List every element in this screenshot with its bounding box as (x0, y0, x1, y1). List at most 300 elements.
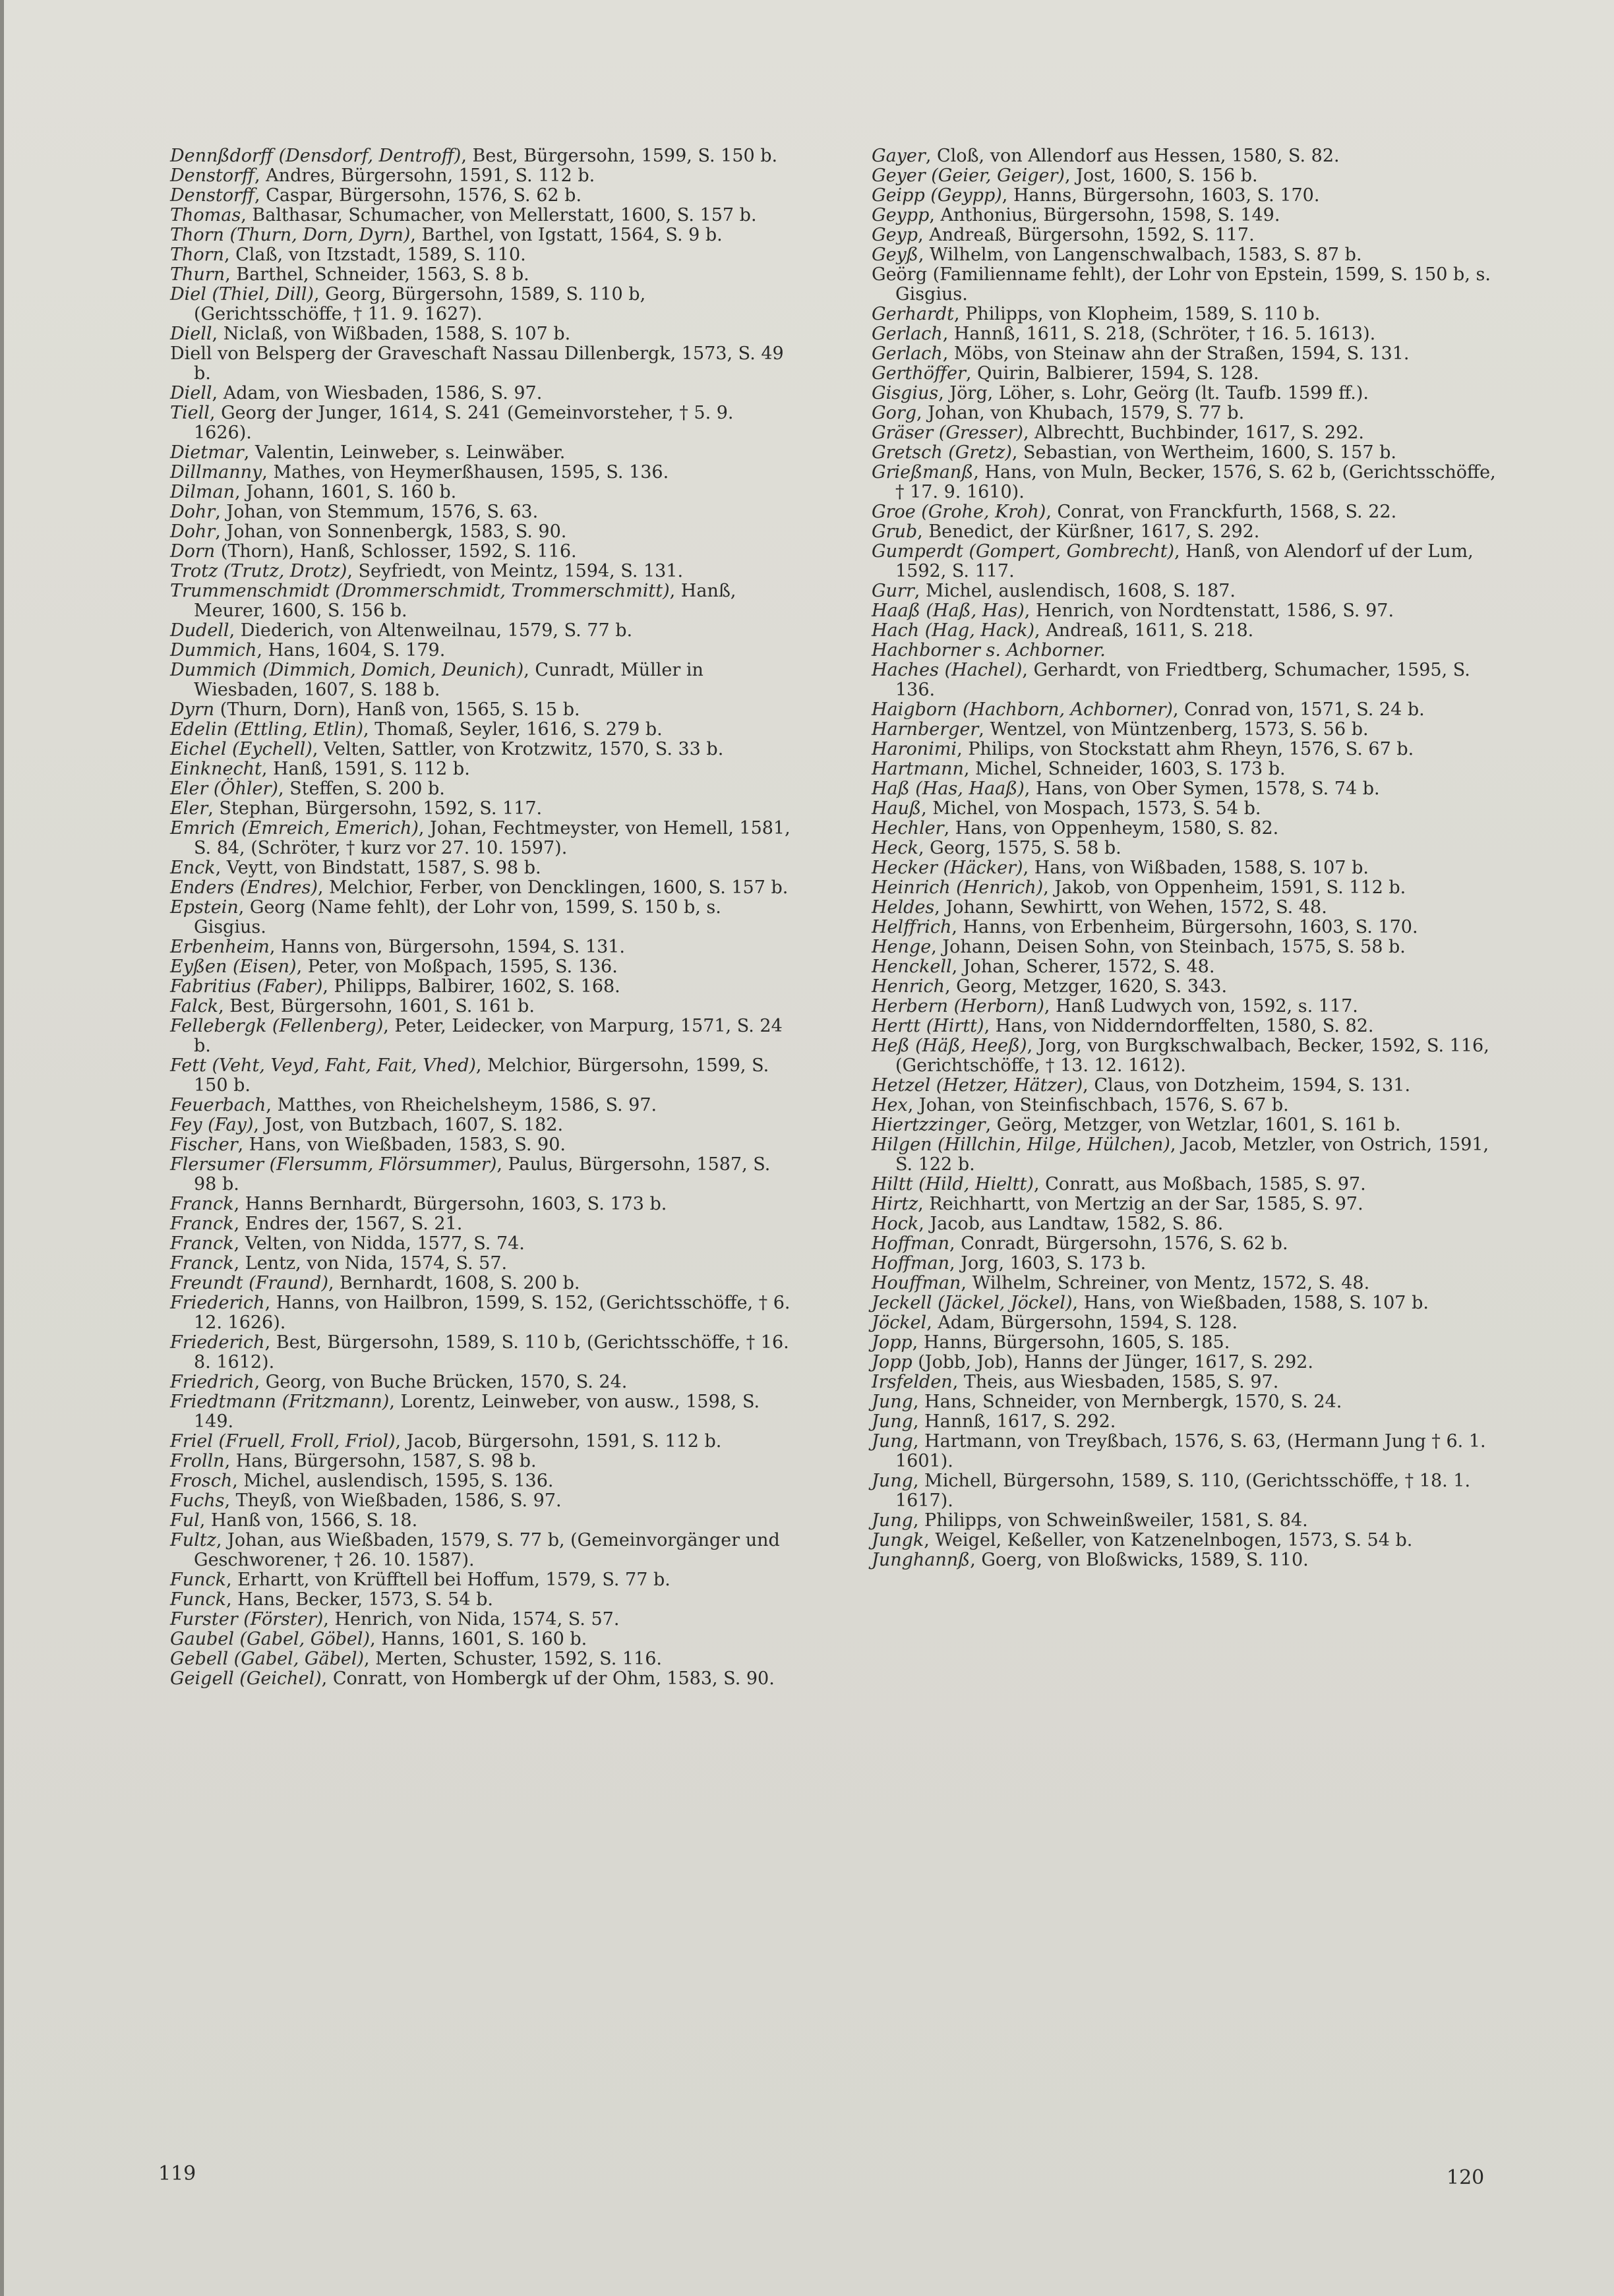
register-entry (170, 1630, 796, 1649)
entry-details: , Hanns, 1601, S. 160 b. (370, 1629, 587, 1649)
entry-details: , Hans, von Ober Symen, 1578, S. 74 b. (1024, 779, 1380, 799)
entry-details: , Conrat, von Franckfurth, 1568, S. 22. (1046, 502, 1397, 522)
register-entry (170, 759, 796, 779)
entry-surname: Haß (Has, Haaß) (872, 779, 1025, 799)
register-entry (170, 1056, 796, 1096)
register-entry (872, 621, 1498, 641)
entry-surname: Gumperdt (Gompert, Gombrecht) (872, 541, 1175, 562)
entry-details: , Jorg, von Burgkschwalbach, Becker, 1592, S. 116, (Gerichtschöffe, † 13. 12. 1612). (895, 1036, 1489, 1076)
entry-details: , Thomaß, Seyler, 1616, S. 279 b. (363, 719, 663, 740)
entry-surname: Groe (Grohe, Kroh) (872, 502, 1046, 522)
entry-details: , Andres, Bürgersohn, 1591, S. 112 b. (254, 165, 595, 186)
entry-surname: Hachborner s. Achborner. (872, 640, 1106, 661)
entry-surname: Gurr (872, 581, 914, 601)
register-entry (872, 1432, 1498, 1471)
entry-details: , Möbs, von Steinaw ahn der Straßen, 1594, S. 131. (942, 343, 1410, 364)
entry-surname: Franck (170, 1253, 234, 1274)
entry-surname: Geyer (Geier, Geiger) (872, 165, 1065, 186)
register-entry (170, 1669, 796, 1689)
entry-details: , Hans, Becker, 1573, S. 54 b. (226, 1589, 493, 1610)
entry-details: , Michel, auslendisch, 1595, S. 136. (232, 1471, 554, 1491)
entry-details: , Henrich, von Nida, 1574, S. 57. (323, 1609, 620, 1630)
entry-details: , Georg, Metzger, 1620, S. 343. (944, 976, 1228, 997)
entry-details: , Andreaß, 1611, S. 218. (1034, 620, 1254, 641)
register-entry (170, 1135, 796, 1155)
entry-surname: Hartmann (872, 759, 964, 779)
entry-surname: Hilgen (Hillchin, Hilge, Hülchen) (872, 1134, 1170, 1155)
entry-surname: Hiltt (Hild, Hieltt) (872, 1174, 1034, 1194)
register-entry (872, 186, 1498, 206)
register-entry (170, 384, 796, 403)
entry-details: , Adam, Bürgersohn, 1594, S. 128. (926, 1312, 1238, 1333)
entry-details: , Velten, von Nidda, 1577, S. 74. (233, 1233, 525, 1254)
register-entry (170, 1452, 796, 1471)
entry-details: , Hanß, Meurer, 1600, S. 156 b. (194, 581, 736, 621)
entry-surname: Geigell (Geichel) (170, 1668, 322, 1689)
entry-details: , Johann, Deisen Sohn, von Steinbach, 1575, S. 58 b. (931, 937, 1406, 957)
entry-surname: Harnberger (872, 719, 979, 740)
entry-surname: Henckell (872, 957, 952, 977)
register-entry (170, 1155, 796, 1194)
register-entry (872, 977, 1498, 997)
entry-details: , Hans, von Muln, Becker, 1576, S. 62 b, (Gerichtsschöffe, † 17. 9. 1610). (895, 462, 1496, 502)
register-entry (170, 1432, 796, 1452)
register-entry (872, 166, 1498, 186)
entry-surname: Emrich (Emreich, Emerich) (170, 818, 419, 839)
register-entry (872, 1076, 1498, 1096)
entry-surname: Flersumer (Flersumm, Flörsummer) (170, 1154, 497, 1175)
register-entry (170, 522, 796, 542)
entry-surname: Falck (170, 996, 219, 1016)
entry-surname: Irsfelden (872, 1372, 953, 1392)
register-entry (872, 1412, 1498, 1432)
entry-details: , Benedict, der Kürßner, 1617, S. 292. (917, 521, 1260, 542)
entry-surname: Erbenheim (170, 937, 270, 957)
entry-surname: Heldes (872, 897, 935, 918)
entry-details: , Hans, 1604, S. 179. (256, 640, 446, 661)
register-entry (170, 740, 796, 759)
entry-details: (Jobb, Job), Hanns der Jünger, 1617, S. 292. (912, 1352, 1313, 1372)
entry-surname: Hoffman (872, 1253, 950, 1274)
entry-details: , Adam, von Wiesbaden, 1586, S. 97. (212, 383, 543, 403)
entry-surname: Hirtz (872, 1194, 918, 1214)
register-entry (170, 502, 796, 522)
register-entry (170, 146, 796, 166)
register-entry (872, 819, 1498, 839)
entry-surname: Eyßen (Eisen) (170, 957, 297, 977)
entry-details: , Wilhelm, von Langenschwalbach, 1583, S. 87 b. (918, 245, 1362, 265)
entry-details: , Weigel, Keßeller, von Katzenelnbogen, 1573, S. 54 b. (924, 1530, 1413, 1550)
entry-surname: Thorn (Thurn, Dorn, Dyrn) (170, 225, 411, 245)
entry-surname: Fey (Fay) (170, 1115, 254, 1135)
register-entry (170, 720, 796, 740)
entry-surname: Thurn (170, 264, 225, 285)
entry-surname: Diell (170, 324, 212, 344)
register-entry (170, 1392, 796, 1432)
register-entry (170, 166, 796, 186)
entry-surname: Dorn (170, 541, 216, 562)
entry-details: , Balthasar, Schumacher, von Mellerstatt, 1600, S. 157 b. (241, 205, 757, 225)
register-entry (872, 799, 1498, 819)
register-entry (872, 502, 1498, 522)
entry-surname: Houffman (872, 1273, 961, 1293)
entry-details: , Jakob, von Oppenheim, 1591, S. 112 b. (1043, 877, 1406, 898)
register-entry (170, 562, 796, 581)
entry-surname: Jungk (872, 1530, 924, 1550)
register-entry (872, 1016, 1498, 1036)
register-entry (872, 403, 1498, 423)
entry-details: , Valentin, Leinweber, s. Leinwäber. (243, 442, 566, 463)
entry-surname: Hiertzzinger (872, 1115, 986, 1135)
register-entry (170, 641, 796, 661)
entry-surname: Eler (Öhler) (170, 779, 278, 799)
entry-surname: Denstorff (170, 185, 255, 206)
entry-surname: Dohr (170, 502, 216, 522)
entry-surname: Funck (170, 1589, 226, 1610)
register-entry (872, 1096, 1498, 1115)
register-entry (170, 799, 796, 819)
entry-surname: Heck (872, 838, 919, 858)
entry-surname: Hock (872, 1214, 919, 1234)
entry-surname: Jung (872, 1510, 913, 1531)
entry-surname: Friedtmann (Fritzmann) (170, 1392, 390, 1412)
entry-surname: Dietmar (170, 442, 244, 463)
entry-details: , Johann, 1601, S. 160 b. (235, 482, 457, 502)
register-entry (872, 1531, 1498, 1550)
register-entry (170, 1511, 796, 1531)
register-entry (170, 1570, 796, 1590)
entry-details: , Lentz, von Nida, 1574, S. 57. (233, 1253, 508, 1274)
entry-details: , Theyß, von Wießbaden, 1586, S. 97. (224, 1490, 562, 1511)
entry-details: , Velten, Sattler, von Krotzwitz, 1570, S. 33 b. (312, 739, 724, 759)
entry-details: , Merten, Schuster, 1592, S. 116. (364, 1649, 662, 1669)
register-entry (170, 858, 796, 878)
entry-surname: Dennßdorff (Densdorf, Dentroff) (170, 146, 462, 166)
register-entry (872, 997, 1498, 1016)
entry-details: , Seyfriedt, von Meintz, 1594, S. 131. (347, 561, 684, 581)
entry-details: , Best, Bürgersohn, 1599, S. 150 b. (461, 146, 778, 166)
register-entry (170, 621, 796, 641)
entry-surname: Jung (872, 1431, 913, 1452)
register-entry (872, 839, 1498, 858)
entry-surname: Friel (Fruell, Froll, Friol) (170, 1431, 396, 1452)
entry-details: , Wentzel, von Müntzenberg, 1573, S. 56 b. (978, 719, 1369, 740)
register-entry (872, 1293, 1498, 1313)
register-entry (872, 1135, 1498, 1175)
entry-details: Geörg (Familienname fehlt), der Lohr von Epstein, 1599, S. 150 b, s. Gisgius. (872, 264, 1491, 305)
entry-surname: Tiell (170, 403, 210, 423)
register-entry (872, 759, 1498, 779)
entry-details: , Gerhardt, von Friedtberg, Schumacher, 1595, S. 136. (895, 660, 1470, 700)
register-entry (170, 898, 796, 937)
entry-surname: Gerlach (872, 343, 943, 364)
entry-surname: Hecker (Häcker) (872, 858, 1023, 878)
entry-surname: Haigborn (Hachborn, Achborner) (872, 699, 1173, 720)
register-entry (170, 1590, 796, 1610)
entry-surname: Thorn (170, 245, 224, 265)
entry-surname: Eler (170, 798, 208, 819)
entry-details: , Michel, Schneider, 1603, S. 173 b. (963, 759, 1286, 779)
register-entry (170, 542, 796, 562)
entry-details: , Johan, von Sonnenbergk, 1583, S. 90. (215, 521, 567, 542)
entry-surname: Gorg (872, 403, 917, 423)
entry-details: , Hanns, von Erbenheim, Bürgersohn, 1603, S. 170. (951, 917, 1418, 937)
entry-surname: Funck (170, 1570, 226, 1590)
register-entry (170, 1649, 796, 1669)
entry-surname: Thomas (170, 205, 241, 225)
entry-details: , Philips, von Stockstatt ahm Rheyn, 1576, S. 67 b. (957, 739, 1414, 759)
entry-surname: Jopp (872, 1352, 912, 1372)
entry-details: , Johan, von Steinfischbach, 1576, S. 67 b. (907, 1095, 1289, 1115)
register-entry (170, 957, 796, 977)
register-entry (872, 1254, 1498, 1274)
register-entry (170, 581, 796, 621)
register-entry (872, 700, 1498, 720)
register-entry (872, 265, 1498, 305)
entry-details: , Philipps, von Schweinßweiler, 1581, S. 84. (912, 1510, 1308, 1531)
register-entry (170, 878, 796, 898)
entry-details: , Hanns, Bürgersohn, 1605, S. 185. (912, 1332, 1230, 1353)
entry-surname: Heß (Häß, Heeß) (872, 1036, 1027, 1056)
entry-details: , Matthes, von Rheichelsheym, 1586, S. 97. (266, 1095, 657, 1115)
register-entry (872, 1214, 1498, 1234)
entry-surname: Gräser (Gresser) (872, 423, 1024, 443)
entry-details: , Theis, aus Wiesbaden, 1585, S. 97. (952, 1372, 1279, 1392)
register-entry (872, 601, 1498, 621)
entry-details: , Stephan, Bürgersohn, 1592, S. 117. (208, 798, 543, 819)
entry-details: , Conratt, von Hombergk uf der Ohm, 1583, S. 90. (321, 1668, 775, 1689)
entry-details: , Johan, von Stemmum, 1576, S. 63. (215, 502, 539, 522)
entry-details: , Hanns von, Bürgersohn, 1594, S. 131. (269, 937, 626, 957)
entry-surname: Hauß (872, 798, 922, 819)
register-entry (872, 1036, 1498, 1076)
entry-details: , Claß, von Itzstadt, 1589, S. 110. (224, 245, 526, 265)
register-entry (872, 206, 1498, 225)
entry-surname: Friederich (170, 1293, 265, 1313)
register-entry (872, 918, 1498, 937)
register-entry (170, 779, 796, 799)
entry-details: (Thorn), Hanß, Schlosser, 1592, S. 116. (215, 541, 577, 562)
register-entry (872, 1392, 1498, 1412)
register-entry (872, 146, 1498, 166)
entry-surname: Gerlach (872, 324, 943, 344)
page-edge-shadow (0, 0, 4, 2296)
register-entry (872, 305, 1498, 324)
register-entry (170, 1016, 796, 1056)
entry-surname: Dilman (170, 482, 235, 502)
register-entry (872, 1471, 1498, 1511)
register-entry (170, 225, 796, 245)
register-entry (872, 858, 1498, 878)
entry-details: , Cunradt, Müller in Wiesbaden, 1607, S. 188 b. (194, 660, 703, 700)
entry-surname: Jung (872, 1471, 913, 1491)
entry-details: , Hanß, von Alendorf uf der Lum, 1592, S. 117. (895, 541, 1474, 581)
register-entry (872, 937, 1498, 957)
register-entry (170, 1372, 796, 1392)
register-entry (872, 324, 1498, 344)
register-entry (170, 1115, 796, 1135)
entry-details: , Anthonius, Bürgersohn, 1598, S. 149. (929, 205, 1280, 225)
register-entry (170, 977, 796, 997)
entry-details: , Melchior, Ferber, von Dencklingen, 1600, S. 157 b. (317, 877, 789, 898)
entry-surname: Eichel (Eychell) (170, 739, 313, 759)
register-entry (170, 245, 796, 265)
entry-details: , Hannß, 1617, S. 292. (912, 1411, 1116, 1432)
register-entry (170, 937, 796, 957)
entry-surname: Herbern (Herborn) (872, 996, 1044, 1016)
entry-details: , Conrad von, 1571, S. 24 b. (1172, 699, 1425, 720)
register-entry (872, 740, 1498, 759)
entry-surname: Haronimi (872, 739, 957, 759)
register-entry (872, 641, 1498, 661)
entry-details: , Quirin, Balbierer, 1594, S. 128. (965, 363, 1259, 384)
entry-surname: Fellebergk (Fellenberg) (170, 1016, 384, 1036)
entry-details: , Conradt, Bürgersohn, 1576, S. 62 b. (949, 1233, 1288, 1254)
register-entry (872, 384, 1498, 403)
entry-surname: Helffrich (872, 917, 952, 937)
register-entry (170, 1471, 796, 1491)
register-entry (872, 463, 1498, 502)
register-entry (170, 1333, 796, 1372)
register-entry (170, 344, 796, 384)
entry-details: , Andreaß, Bürgersohn, 1592, S. 117. (918, 225, 1255, 245)
entry-surname: Furster (Förster) (170, 1609, 324, 1630)
entry-details: , Georg (Name fehlt), der Lohr von, 1599, S. 150 b, s. Gisgius. (194, 897, 721, 937)
entry-details: , Georg der Junger, 1614, S. 241 (Gemeinvorsteher, † 5. 9. 1626). (194, 403, 734, 443)
register-entry (872, 1313, 1498, 1333)
register-entry (872, 542, 1498, 581)
register-entry (872, 443, 1498, 463)
entry-surname: Geyß (872, 245, 918, 265)
register-entry (170, 324, 796, 344)
entry-details: , Caspar, Bürgersohn, 1576, S. 62 b. (254, 185, 582, 206)
entry-details: , Claus, von Dotzheim, 1594, S. 131. (1083, 1075, 1411, 1096)
register-entry (170, 265, 796, 285)
entry-surname: Fischer (170, 1134, 238, 1155)
register-entry (872, 1333, 1498, 1353)
entry-surname: Diell (170, 383, 212, 403)
register-entry (170, 997, 796, 1016)
entry-surname: Friedrich (170, 1372, 254, 1392)
entry-surname: Trotz (Trutz, Drotz) (170, 561, 347, 581)
entry-details: , Jorg, 1603, S. 173 b. (949, 1253, 1147, 1274)
entry-details: , Hanns Bernhardt, Bürgersohn, 1603, S. 173 b. (233, 1194, 667, 1214)
entry-details: , Barthel, von Igstatt, 1564, S. 9 b. (410, 225, 723, 245)
register-entry (170, 443, 796, 463)
register-entry (170, 285, 796, 324)
register-entry (872, 1115, 1498, 1135)
register-entry (170, 1214, 796, 1234)
entry-details: , Hanß Ludwych von, 1592, s. 117. (1044, 996, 1358, 1016)
register-entry (170, 1096, 796, 1115)
entry-surname: Gaubel (Gabel, Göbel) (170, 1629, 371, 1649)
entry-surname: Fuchs (170, 1490, 225, 1511)
register-entry (170, 1274, 796, 1293)
entry-details: , Hans, von Oppenheym, 1580, S. 82. (943, 818, 1279, 839)
entry-surname: Hechler (872, 818, 944, 839)
register-entry (170, 1491, 796, 1511)
entry-surname: Grießmanß (872, 462, 974, 483)
entry-surname: Jöckel (872, 1312, 927, 1333)
entry-details: , Hannß, 1611, S. 218, (Schröter, † 16. 5. 1613). (942, 324, 1376, 344)
page-number-left: 119 (158, 2162, 196, 2185)
entry-details: , Sebastian, von Wertheim, 1600, S. 157 b. (1011, 442, 1396, 463)
entry-surname: Friederich (170, 1332, 265, 1353)
entry-details: , Diederich, von Altenweilnau, 1579, S. 77 b. (229, 620, 633, 641)
entry-details: , Johan, Scherer, 1572, S. 48. (951, 957, 1215, 977)
entry-details: , Johan, Fechtmeyster, von Hemell, 1581, S. 84, (Schröter, † kurz vor 27. 10. 1597). (194, 818, 791, 858)
register-entry (170, 819, 796, 858)
entry-surname: Geypp (872, 205, 930, 225)
register-entry (872, 245, 1498, 265)
register-entry (872, 878, 1498, 898)
entry-details: , Georg, 1575, S. 58 b. (918, 838, 1121, 858)
entry-details: , Endres der, 1567, S. 21. (233, 1214, 463, 1234)
entry-details: , Jacob, Bürgersohn, 1591, S. 112 b. (395, 1431, 722, 1452)
entry-details: , Hans, Bürgersohn, 1587, S. 98 b. (224, 1451, 537, 1471)
register-entry (170, 463, 796, 483)
entry-details: , Niclaß, von Wißbaden, 1588, S. 107 b. (212, 324, 571, 344)
entry-details: , Hans, von Wißbaden, 1588, S. 107 b. (1023, 858, 1369, 878)
entry-surname: Jopp (872, 1332, 912, 1353)
entry-details: , Reichhartt, von Mertzig an der Sar, 1585, S. 97. (918, 1194, 1363, 1214)
register-entry (872, 581, 1498, 601)
entry-surname: Frosch (170, 1471, 233, 1491)
entry-details: , Lorentz, Leinweber, von ausw., 1598, S. 149. (194, 1392, 760, 1432)
register-entry (872, 1550, 1498, 1570)
entry-details: , Paulus, Bürgersohn, 1587, S. 98 b. (194, 1154, 771, 1194)
entry-surname: Dudell (170, 620, 229, 641)
entry-surname: Einknecht (170, 759, 262, 779)
entry-surname: Fabritius (Faber) (170, 976, 323, 997)
left-column (170, 146, 796, 1689)
register-entry (872, 1234, 1498, 1254)
entry-surname: Gerhardt (872, 304, 954, 324)
entry-surname: Enck (170, 858, 216, 878)
entry-details: , Hanß von, 1566, S. 18. (199, 1510, 418, 1531)
entry-details: , Johann, Sewhirtt, von Wehen, 1572, S. 48. (934, 897, 1327, 918)
entry-details: , Peter, Leidecker, von Marpurg, 1571, S. 24 b. (194, 1016, 783, 1056)
entry-surname: Gerthöffer (872, 363, 966, 384)
register-entry (170, 403, 796, 443)
entry-surname: Gisgius (872, 383, 939, 403)
entry-surname: Haaß (Haß, Has) (872, 601, 1025, 621)
page-number-right: 120 (1447, 2166, 1485, 2189)
register-entry (872, 1353, 1498, 1372)
register-entry (170, 1610, 796, 1630)
register-entry (872, 423, 1498, 443)
register-entry (170, 1234, 796, 1254)
entry-surname: Jeckell (Jäckel, Jöckel) (872, 1293, 1073, 1313)
entry-surname: Hex (872, 1095, 908, 1115)
register-entry (872, 522, 1498, 542)
entry-surname: Gebell (Gabel, Gäbel) (170, 1649, 365, 1669)
entry-details: , Michel, von Mospach, 1573, S. 54 b. (921, 798, 1261, 819)
entry-surname: Ful (170, 1510, 200, 1531)
entry-details: , Jost, 1600, S. 156 b. (1064, 165, 1258, 186)
entry-surname: Dillmanny (170, 462, 262, 483)
entry-details: , Henrich, von Nordtenstatt, 1586, S. 97. (1024, 601, 1394, 621)
entry-details: , Hans, von Wießbaden, 1588, S. 107 b. (1072, 1293, 1429, 1313)
entry-surname: Jung (872, 1411, 913, 1432)
register-entry (170, 700, 796, 720)
register-entry (170, 186, 796, 206)
entry-surname: Grub (872, 521, 918, 542)
entry-details: , Geörg, Metzger, von Wetzlar, 1601, S. 161 b. (985, 1115, 1401, 1135)
register-entry (872, 1274, 1498, 1293)
register-entry (872, 225, 1498, 245)
register-entry (170, 206, 796, 225)
